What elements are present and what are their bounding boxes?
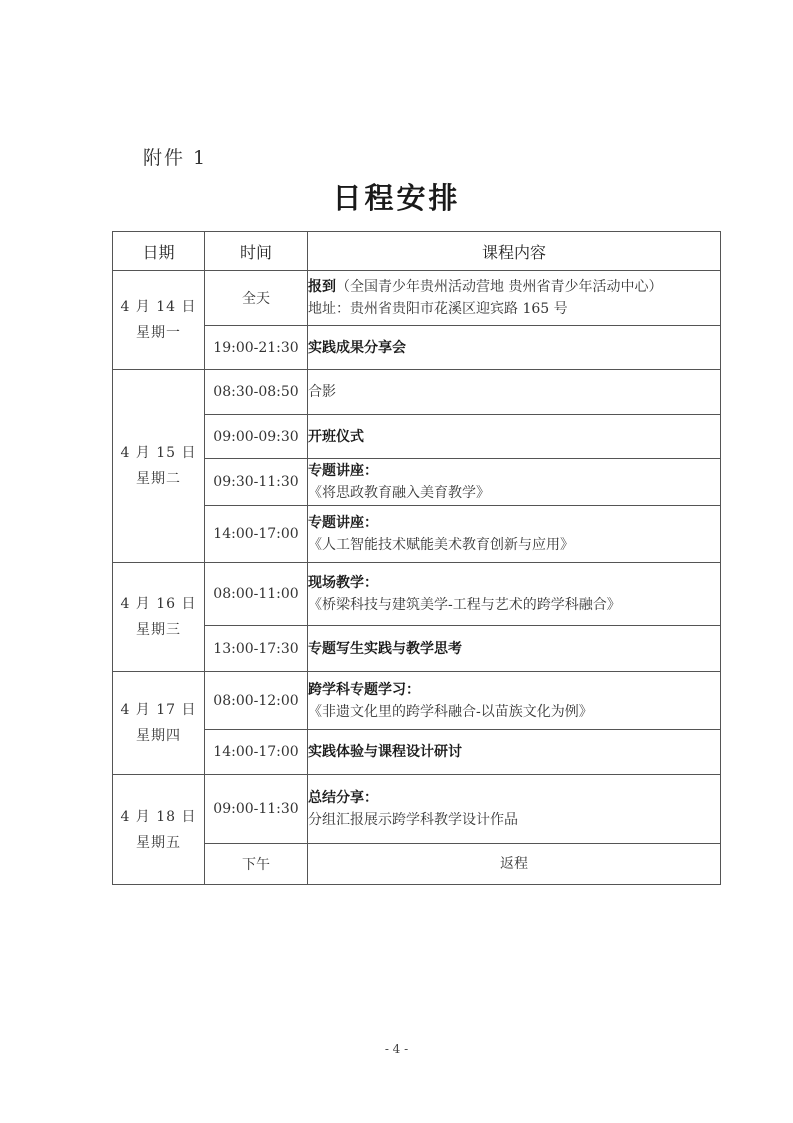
time-cell: 08:30-08:50 [205,370,308,415]
session-heading: 跨学科专题学习： [308,681,420,698]
session-detail: 《人工智能技术赋能美术教育创新与应用》 [308,537,574,553]
time-cell: 08:00-12:00 [205,672,308,730]
date-label: 4 月 16 日 [120,596,197,612]
session-heading: 报到 [308,279,336,295]
session-detail: 分组汇报展示跨学科教学设计作品 [308,812,518,828]
session-heading: 现场教学： [308,575,378,591]
time-cell: 下午 [205,844,308,885]
date-label: 4 月 18 日 [120,808,197,825]
session-detail: 《桥梁科技与建筑美学-工程与艺术的跨学科融合》 [308,597,621,613]
table-row [113,459,721,506]
weekday-label: 星期五 [136,834,181,851]
weekday-label: 星期四 [136,728,181,744]
table-row [113,271,721,326]
time-cell: 全天 [205,271,308,326]
header-time: 时间 [205,232,308,271]
session-heading: 开班仪式 [308,428,364,445]
date-label: 4 月 14 日 [120,299,197,315]
session-heading: 总结分享： [308,790,378,806]
page-number: - 4 - [384,1042,409,1056]
weekday-label: 星期二 [136,471,181,487]
table-header-row [113,232,721,271]
content-cell [308,370,721,415]
table-row [113,626,721,672]
content-cell [308,844,721,885]
session-heading-suffix: （全国青少年贵州活动营地 贵州省青少年活动中心） [336,279,663,295]
date-cell [113,563,205,672]
content-cell [308,730,721,775]
time-cell: 08:00-11:00 [205,563,308,626]
table-row [113,370,721,415]
session-plain: 返程 [500,856,528,872]
date-cell [113,672,205,775]
attachment-label: 附件 1 [143,147,208,169]
session-detail: 地址：贵州省贵阳市花溪区迎宾路 165 号 [308,301,568,317]
time-cell: 09:30-11:30 [205,459,308,506]
session-detail: 《非遗文化里的跨学科融合-以苗族文化为例》 [308,703,593,720]
content-cell [308,415,721,459]
header-content: 课程内容 [308,232,721,271]
session-heading: 专题写生实践与教学思考 [308,640,462,657]
time-cell: 19:00-21:30 [205,326,308,370]
session-detail: 《将思政教育融入美育教学》 [308,485,490,501]
content-cell [308,271,721,326]
time-cell: 09:00-09:30 [205,415,308,459]
date-label: 4 月 15 日 [120,445,197,461]
weekday-label: 星期一 [136,325,181,341]
date-cell [113,370,205,563]
weekday-label: 星期三 [136,622,181,638]
table-row [113,506,721,563]
content-cell [308,563,721,626]
schedule-table [112,231,721,885]
table-row [113,672,721,730]
time-cell: 14:00-17:00 [205,506,308,563]
page-title: 日程安排 [332,181,461,215]
table-row [113,326,721,370]
date-label: 4 月 17 日 [120,702,197,718]
session-heading: 专题讲座： [308,463,378,479]
content-cell [308,672,721,730]
date-cell [113,775,205,885]
content-cell [308,506,721,563]
session-heading: 专题讲座： [308,515,378,531]
date-cell [113,271,205,370]
content-cell [308,326,721,370]
table-row [113,730,721,775]
table-row [113,775,721,844]
content-cell [308,626,721,672]
session-heading: 实践体验与课程设计研讨 [308,744,462,760]
session-plain: 合影 [308,384,336,400]
time-cell: 14:00-17:00 [205,730,308,775]
table-row [113,415,721,459]
time-cell: 13:00-17:30 [205,626,308,672]
content-cell [308,459,721,506]
table-row [113,563,721,626]
time-cell: 09:00-11:30 [205,775,308,844]
content-cell [308,775,721,844]
header-date: 日期 [113,232,205,271]
table-row [113,844,721,885]
session-heading: 实践成果分享会 [308,339,406,356]
